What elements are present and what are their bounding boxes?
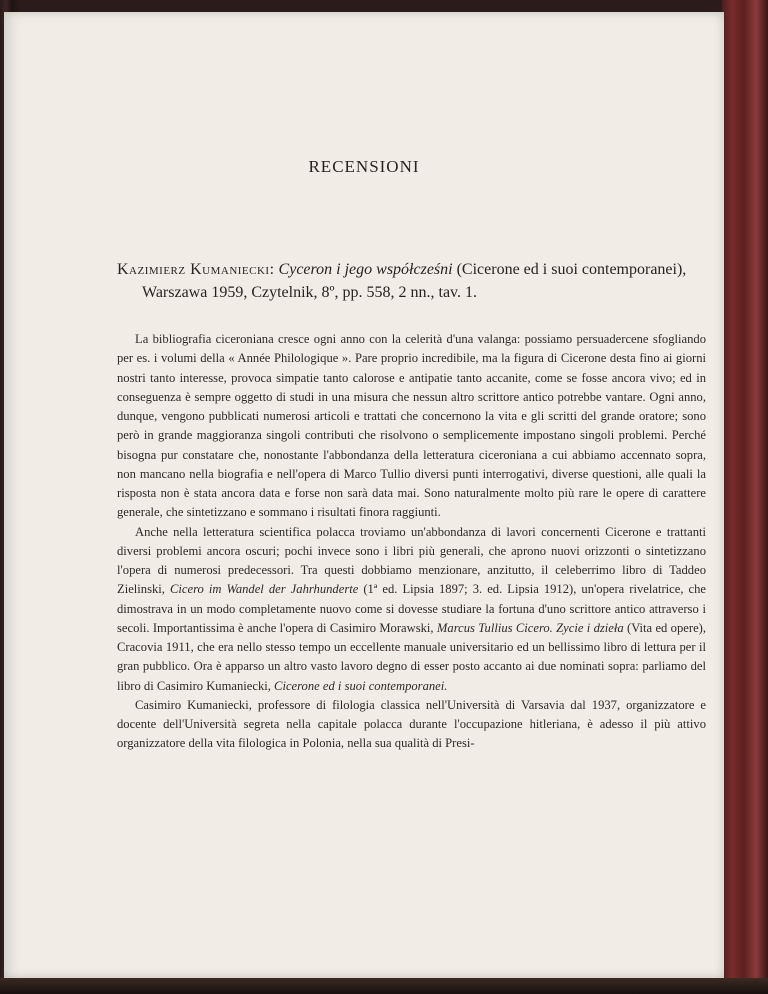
paragraph-text: (Vita ed opere), Cracovia 1911, che era nello stesso tempo un eccellente manuale universitario ed un bellissimo libro di lettura per il gran pubblico. Ora è apparso un altro vasto lavoro degno di esser posto accanto ai due nominati sopra: parliamo del libro di Casimiro Kumaniecki, [117, 620, 706, 693]
italic-title: Marcus Tullius Cicero. Zycie i dzieła [436, 620, 624, 635]
section-heading: RECENSIONI [308, 157, 420, 176]
book-page [4, 12, 724, 978]
citation-title: Cyceron i jego współcześni [278, 261, 453, 278]
citation-details: (Cicerone ed i suoi contemporanei), Warszawa 1959, Czytelnik, 8º, pp. 558, 2 nn., tav. 1. [142, 261, 687, 301]
italic-title: Cicero im Wandel der Jahrhunderte [169, 582, 359, 597]
body-paragraph [117, 696, 706, 754]
body-paragraph [117, 523, 706, 696]
citation-author: Kazimierz Kumaniecki: [117, 261, 275, 278]
review-body [117, 330, 706, 754]
italic-title: Cicerone ed i suoi contemporanei. [274, 678, 448, 693]
paragraph-text: (1ª ed. Lipsia 1897; 3. ed. Lipsia 1912), un'opera rivelatrice, che dimostrava in un modo completamente nuovo come si dovesse studiare la fortuna d'uno scrittore antico attraverso i secoli. Importantissima è anche l'opera di Casimiro Morawski, [117, 582, 706, 635]
paragraph-text: La bibliografia ciceroniana cresce ogni anno con la celerità d'una valanga: possiamo persuadercene sfogliando per es. i volumi della « Année Philologique ». Pare proprio incredibile, ma la figura di Cicerone desta fino ai giorni nostri tanto interesse, provoca simpatie tanto calorose e antipatie tanto accanite, come se fosse ancora vivo; ed in conseguenza è sempre oggetto di studi in una misura che nessun altro scrittore antico potrebbe vantare. Ogni anno, dunque, vengono pubblicati numerosi articoli e trattati che concernono la vita e gli scritti del grande oratore; sono però in grande maggioranza singoli contributi che risolvono o semplicemente impostano singoli problemi. Perché bisogna pur constatare che, nonostante l'abbondanza della letteratura ciceroniana a cui abbiamo accennato sopra, non mancano nella biografia e nell'opera di Marco Tullio diversi punti interrogativi, diverse questioni, alle quali la risposta non è stata ancora data e forse non sarà data mai. Sono naturalmente molto più rare le opere di carattere generale, che sintetizzano e sommano i risultati finora raggiunti. [117, 332, 706, 520]
paragraph-text: Casimiro Kumaniecki, professore di filologia classica nell'Università di Varsavia dal 1937, organizzatore e docente dell'Università segreta nella capitale polacca durante l'occupazione hitleriana, è adesso il più attivo organizzatore della vita filologica in Polonia, nella sua qualità di Presi- [117, 697, 706, 751]
paragraph-text: Anche nella letteratura scientifica polacca troviamo un'abbondanza di lavori concernenti Cicerone e trattanti diversi problemi ancora oscuri; pochi invece sono i libri più generali, che aprono nuovi orizzonti o sintetizzano l'opera di numerosi predecessori. Tra questi dobbiamo menzionare, anzitutto, il celeberrimo libro di Taddeo Zielinski, [117, 524, 706, 597]
review-citation [117, 258, 730, 304]
book-bottom-edge [0, 978, 768, 994]
book-spine-edge [722, 0, 768, 994]
body-paragraph [117, 330, 706, 523]
